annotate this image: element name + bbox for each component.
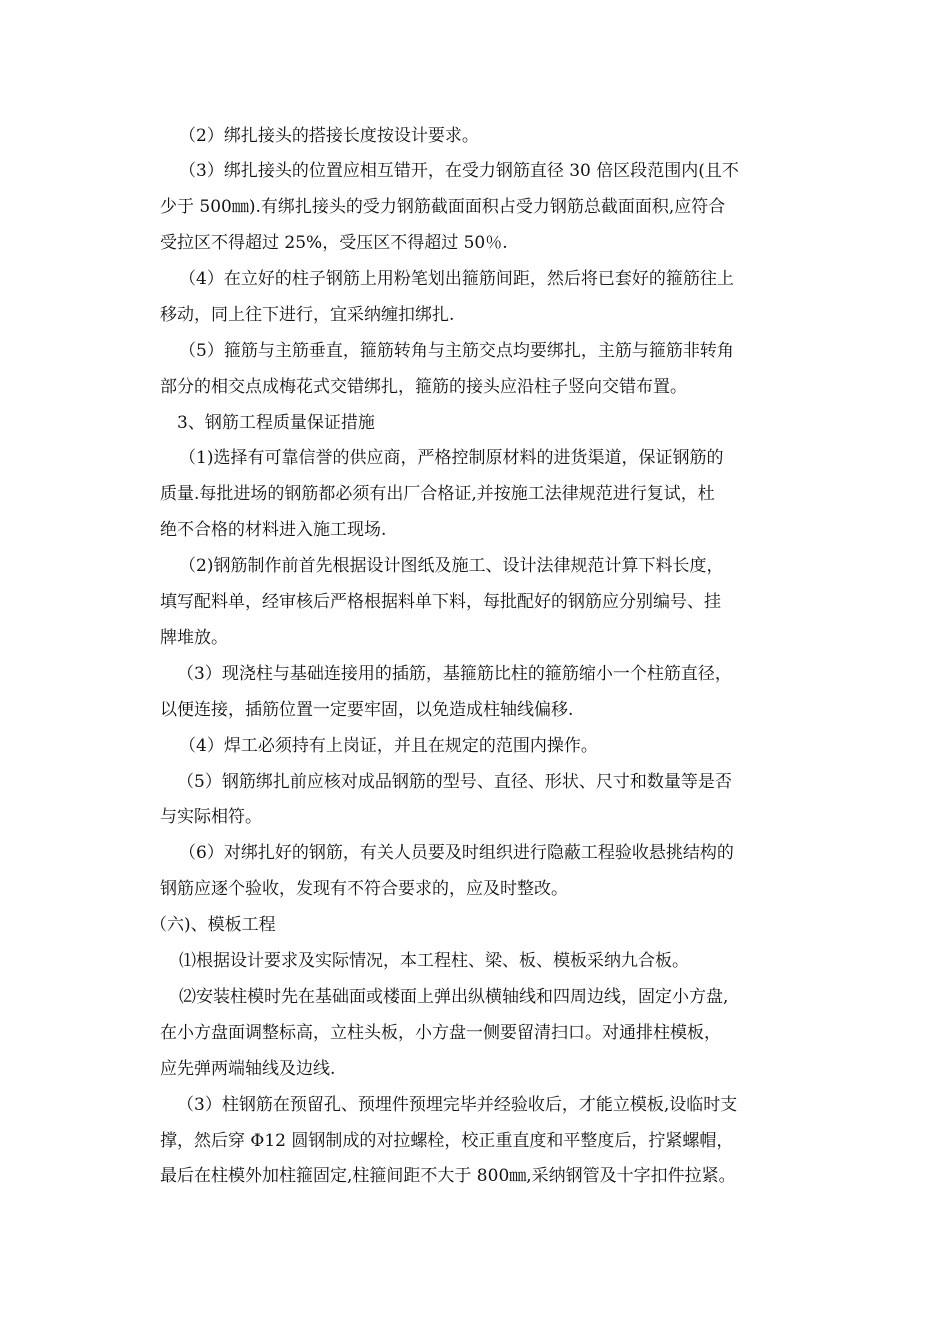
- paragraph-line: 移动，同上往下进行，宜采纳缠扣绑扎.: [160, 305, 455, 325]
- paragraph-line: ⑵安装柱模时先在基础面或楼面上弹出纵横轴线和四周边线，固定小方盘,: [179, 987, 729, 1007]
- section-heading: （六)、模板工程: [150, 915, 276, 935]
- paragraph-line: 以便连接，插筋位置一定要牢固，以免造成柱轴线偏移.: [160, 700, 574, 720]
- paragraph-line: （4）在立好的柱子钢筋上用粉笔划出箍筋间距，然后将已套好的箍筋往上: [179, 269, 734, 289]
- paragraph-line: （2)钢筋制作前首先根据设计图纸及施工、设计法律规范计算下料长度，: [179, 556, 724, 576]
- paragraph-line: （5）箍筋与主筋垂直，箍筋转角与主筋交点均要绑扎，主筋与箍筋非转角: [179, 341, 734, 361]
- section-heading: 3、钢筋工程质量保证措施: [177, 413, 375, 433]
- paragraph-line: 绝不合格的材料进入施工现场.: [160, 520, 387, 540]
- paragraph-line: 牌堆放。: [160, 628, 228, 648]
- paragraph-line: 最后在柱模外加柱箍固定,柱箍间距不大于 800㎜,采纳钢管及十字扣件拉紧。: [160, 1166, 736, 1186]
- paragraph-line: （3）绑扎接头的位置应相互错开，在受力钢筋直径 30 倍区段范围内(且不: [179, 161, 739, 181]
- paragraph-line: 填写配料单，经审核后严格根据料单下料，每批配好的钢筋应分别编号、挂: [160, 592, 721, 612]
- paragraph-line: 应先弹两端轴线及边线.: [160, 1059, 336, 1079]
- paragraph-line: （6）对绑扎好的钢筋，有关人员要及时组织进行隐蔽工程验收悬挑结构的: [179, 843, 734, 863]
- paragraph-line: 与实际相符。: [160, 807, 262, 827]
- paragraph-line: 在小方盘面调整标高，立柱头板，小方盘一侧要留清扫口。对通排柱模板，: [160, 1023, 721, 1043]
- paragraph-line: （1)选择有可靠信誉的供应商，严格控制原材料的进货渠道，保证钢筋的: [179, 448, 724, 468]
- paragraph-line: 撑，然后穿 Φ12 圆钢制成的对拉螺栓，校正重直度和平整度后，拧紧螺帽，: [160, 1131, 734, 1151]
- paragraph-line: 钢筋应逐个验收，发现有不符合要求的，应及时整改。: [160, 879, 568, 899]
- paragraph-line: 质量.每批进场的钢筋都必须有出厂合格证,并按施工法律规范进行复试，杜: [160, 484, 715, 504]
- paragraph-line: 少于 500㎜).有绑扎接头的受力钢筋截面面积占受力钢筋总截面面积,应符合: [160, 197, 726, 217]
- paragraph-line: （4）焊工必须持有上岗证，并且在规定的范围内操作。: [179, 736, 598, 756]
- paragraph-line: 部分的相交点成梅花式交错绑扎，箍筋的接头应沿柱子竖向交错布置。: [160, 377, 687, 397]
- paragraph-line: （3）柱钢筋在预留孔、预埋件预埋完毕并经验收后，才能立模板,设临时支: [177, 1095, 738, 1115]
- paragraph-line: 受拉区不得超过 25%，受压区不得超过 50％.: [160, 233, 508, 253]
- paragraph-line: （2）绑扎接头的搭接长度按设计要求。: [179, 126, 479, 146]
- paragraph-line: ⑴根据设计要求及实际情况，本工程柱、梁、板、模板采纳九合板。: [179, 951, 689, 971]
- paragraph-line: （5）钢筋绑扎前应核对成品钢筋的型号、直径、形状、尺寸和数量等是否: [177, 772, 732, 792]
- paragraph-line: （3）现浇柱与基础连接用的插筋，基箍筋比柱的箍筋缩小一个柱筋直径，: [177, 664, 732, 684]
